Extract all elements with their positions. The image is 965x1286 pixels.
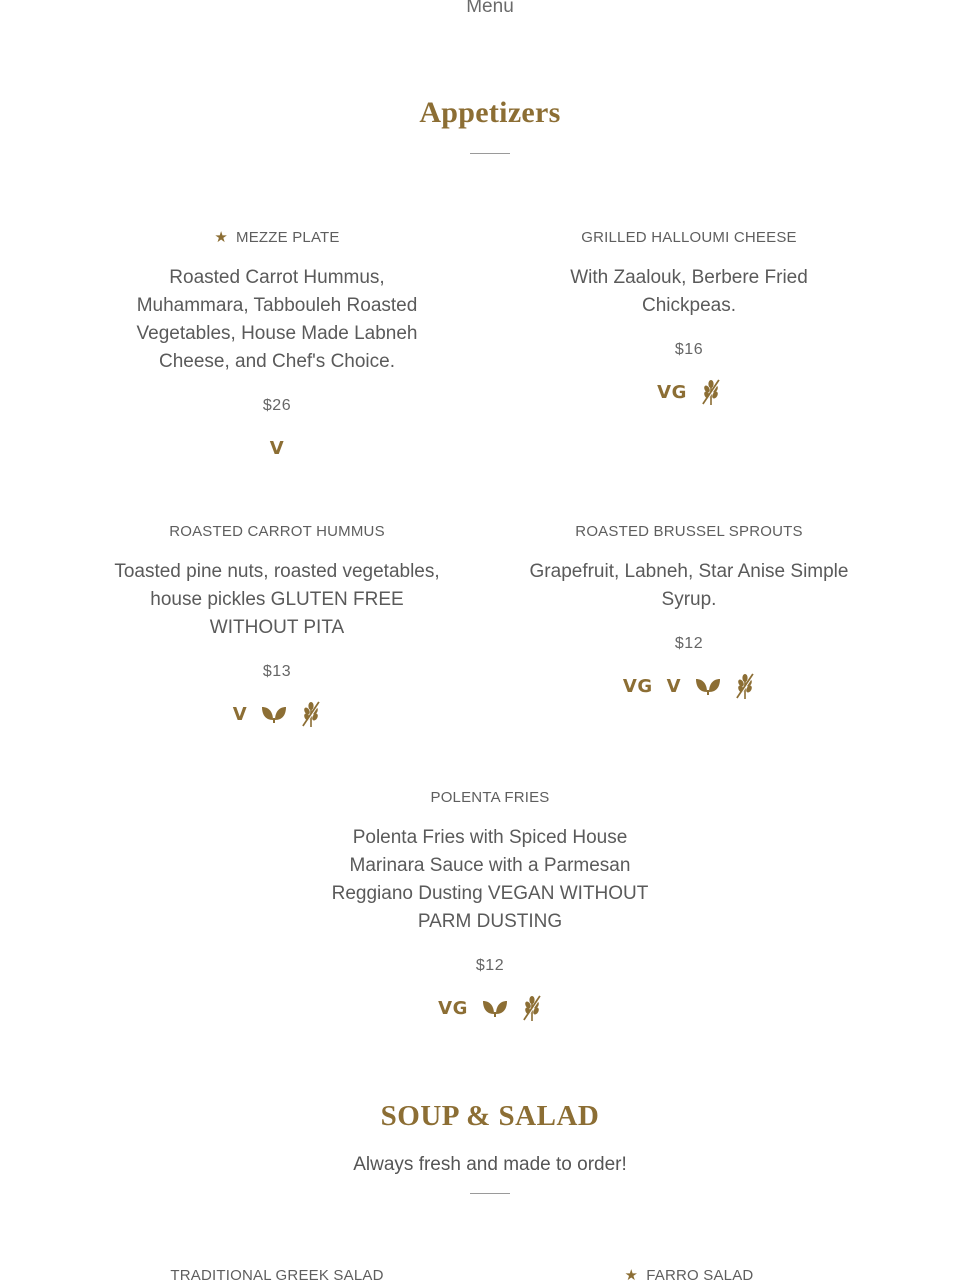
leaf-icon [482, 998, 508, 1018]
vegan-icon: VG [622, 675, 653, 697]
soup-salad-subtitle: Always fresh and made to order! [353, 1154, 627, 1175]
item-name: ★ FARRO SALAD [624, 1267, 754, 1284]
item-description: Roasted Carrot Hummus, Muhammara, Tabbouleh Roasted Vegetables, House Made Labneh Cheese, and Chef's Choice. [136, 267, 418, 372]
item-description: Polenta Fries with Spiced House Marinara Sauce with a Parmesan Reggiano Dusting VEGAN WITHOUT PARM DUSTING [331, 827, 649, 932]
item-description: Toasted pine nuts, roasted vegetables, house pickles GLUTEN FREE WITHOUT PITA [114, 561, 440, 638]
wheat-icon [735, 672, 755, 700]
item-name: TRADITIONAL GREEK SALAD [170, 1267, 384, 1284]
item-price: $12 [475, 957, 505, 974]
vegetarian-icon: V [232, 703, 248, 725]
menu-item-polenta-fries [325, 788, 655, 1023]
diet-icons [112, 433, 442, 463]
item-price: $13 [262, 663, 292, 680]
item-name: ★ MEZZE PLATE [214, 229, 340, 246]
vegetarian-icon: V [666, 675, 682, 697]
vegetarian-icon: V [269, 437, 285, 459]
wheat-icon [301, 700, 321, 728]
appetizers-divider [470, 153, 510, 154]
wheat-icon [701, 378, 721, 406]
diet-icons [524, 671, 854, 701]
soup-salad-heading: SOUP & SALAD [380, 1100, 600, 1132]
leaf-icon [695, 676, 721, 696]
item-name: ROASTED BRUSSEL SPROUTS [575, 523, 803, 540]
soup-salad-divider [470, 1193, 510, 1194]
menu-item-mezze-plate [112, 228, 442, 463]
menu-item-roasted-brussel-sprouts [524, 522, 854, 701]
item-description: Grapefruit, Labneh, Star Anise Simple Syrup. [529, 561, 849, 610]
item-name: GRILLED HALLOUMI CHEESE [581, 229, 797, 246]
appetizers-heading: Appetizers [419, 96, 561, 129]
star-icon: ★ [624, 1267, 639, 1284]
diet-icons [325, 993, 655, 1023]
menu-item-farro-salad [524, 1266, 854, 1286]
item-price: $12 [674, 635, 704, 652]
diet-icons [524, 377, 854, 407]
item-name: POLENTA FRIES [430, 789, 550, 806]
item-price: $16 [674, 341, 704, 358]
item-description: With Zaalouk, Berbere Fried Chickpeas. [570, 267, 808, 316]
menu-item-traditional-greek-salad [112, 1266, 442, 1286]
leaf-icon [261, 704, 287, 724]
menu-link[interactable]: Menu [466, 0, 514, 17]
wheat-icon [522, 994, 542, 1022]
diet-icons [112, 699, 442, 729]
star-icon: ★ [214, 229, 229, 246]
vegan-icon: VG [438, 997, 468, 1019]
item-name: ROASTED CARROT HUMMUS [169, 523, 385, 540]
menu-item-grilled-halloumi [524, 228, 854, 407]
menu-item-roasted-carrot-hummus [112, 522, 442, 729]
item-price: $26 [262, 397, 292, 414]
vegan-icon: VG [657, 381, 687, 403]
